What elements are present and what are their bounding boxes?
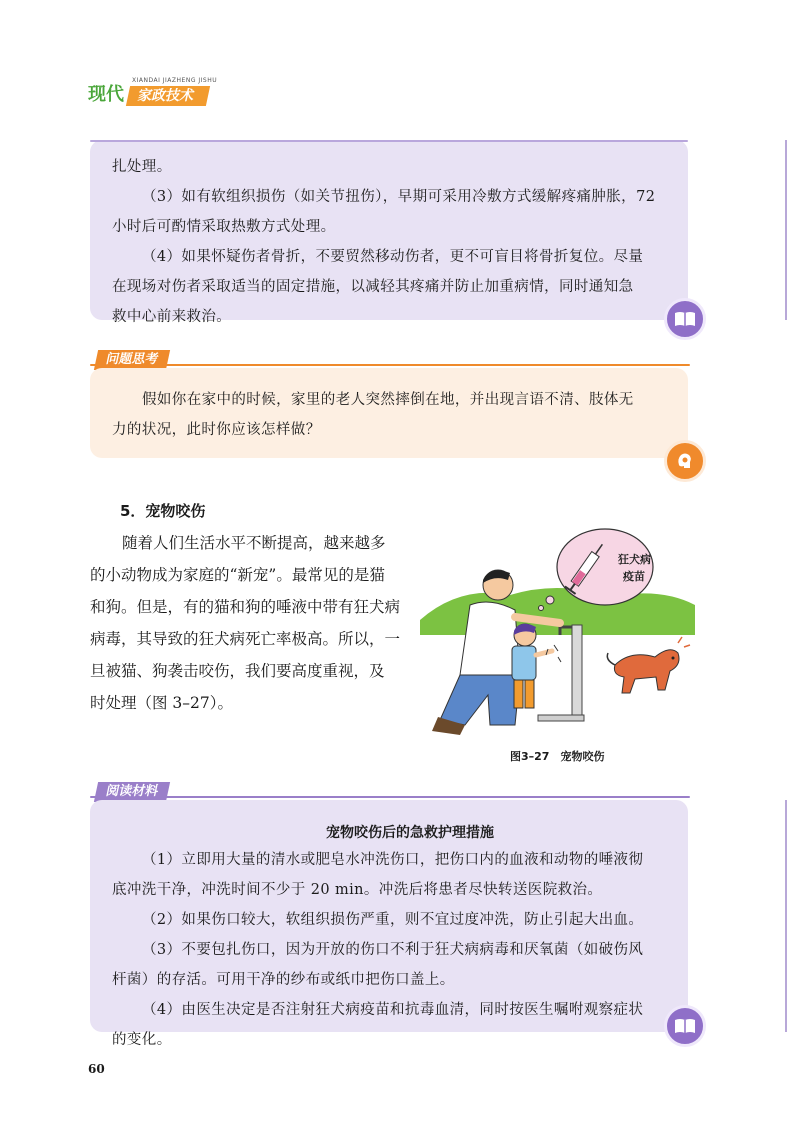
section-body (90, 527, 410, 719)
question-tag: 问题思考 (94, 350, 170, 370)
text-line: 力的状况，此时你应该怎样做？ (112, 422, 321, 438)
text-line: 在现场对伤者采取适当的固定措施，以减轻其疼痛并防止加重病情，同时通知急 (112, 279, 634, 295)
header-pinyin: XIANDAI JIAZHENG JISHU (132, 77, 218, 84)
text-line: 底冲洗干净，冲洗时间不少于 20 min。冲洗后将患者尽快转送医院救治。 (112, 882, 603, 898)
reading-title: 宠物咬伤后的急救护理措施 (326, 825, 494, 841)
text-line: （4）由医生决定是否注射狂犬病疫苗和抗毒血清，同时按医生嘱咐观察症状 (142, 1002, 644, 1018)
edge-line (785, 140, 787, 320)
text-line: （2）如果伤口较大，软组织损伤严重，则不宜过度冲洗，防止引起大出血。 (142, 912, 644, 928)
text-line: （1）立即用大量的清水或肥皂水冲洗伤口，把伤口内的血液和动物的唾液彻 (142, 852, 644, 868)
book-icon (664, 1005, 706, 1047)
text-line: 随着人们生活水平不断提高，越来越多 (122, 534, 386, 552)
text-line: 的小动物成为家庭的“新宠”。最常见的是猫 (90, 566, 385, 584)
text-line: （3）不要包扎伤口，因为开放的伤口不利于狂犬病病毒和厌氧菌（如破伤风 (142, 942, 644, 958)
text-line: 旦被猫、狗袭击咬伤，我们要高度重视，及 (90, 662, 385, 680)
text-line: 杆菌）的存活。可用干净的纱布或纸巾把伤口盖上。 (112, 972, 455, 988)
text-line: 和狗。但是，有的猫和狗的唾液中带有狂犬病 (90, 598, 401, 616)
reading-tag: 阅读材料 (94, 782, 170, 802)
tag-underline (90, 796, 690, 798)
tag-underline (90, 364, 690, 366)
text-line: 小时后可酌情采取热敷方式处理。 (112, 219, 336, 235)
bubble-text: 疫苗 (623, 570, 645, 583)
text-line: 时处理（图 3–27）。 (90, 694, 234, 712)
question-text (112, 385, 677, 445)
box-top-border (90, 140, 688, 142)
figure-caption: 图3–27 宠物咬伤 (510, 750, 605, 763)
continuation-text (112, 152, 677, 332)
header-title-orange: 家政技术 (126, 86, 210, 106)
header-title-green: 现代 (88, 84, 124, 105)
text-line: （3）如有软组织损伤（如关节扭伤），早期可采用冷敷方式缓解疼痛肿胀，72 (142, 189, 656, 205)
text-line: 扎处理。 (112, 159, 172, 175)
reading-text (112, 845, 677, 1055)
page-header (88, 70, 218, 110)
page-number: 60 (88, 1062, 105, 1076)
text-line: 的变化。 (112, 1032, 172, 1048)
section-heading: 5．宠物咬伤 (120, 502, 206, 520)
text-line: （4）如果怀疑伤者骨折，不要贸然移动伤者，更不可盲目将骨折复位。尽量 (142, 249, 644, 265)
book-icon (664, 298, 706, 340)
text-line: 假如你在家中的时候，家里的老人突然摔倒在地，并出现言语不清、肢体无 (142, 392, 634, 408)
pet-bite-illustration (420, 525, 695, 740)
text-line: 病毒，其导致的狂犬病死亡率极高。所以，一 (90, 630, 401, 648)
text-line: 救中心前来救治。 (112, 309, 232, 325)
bubble-text: 狂犬病 (618, 553, 651, 566)
thinking-head-icon (664, 440, 706, 482)
